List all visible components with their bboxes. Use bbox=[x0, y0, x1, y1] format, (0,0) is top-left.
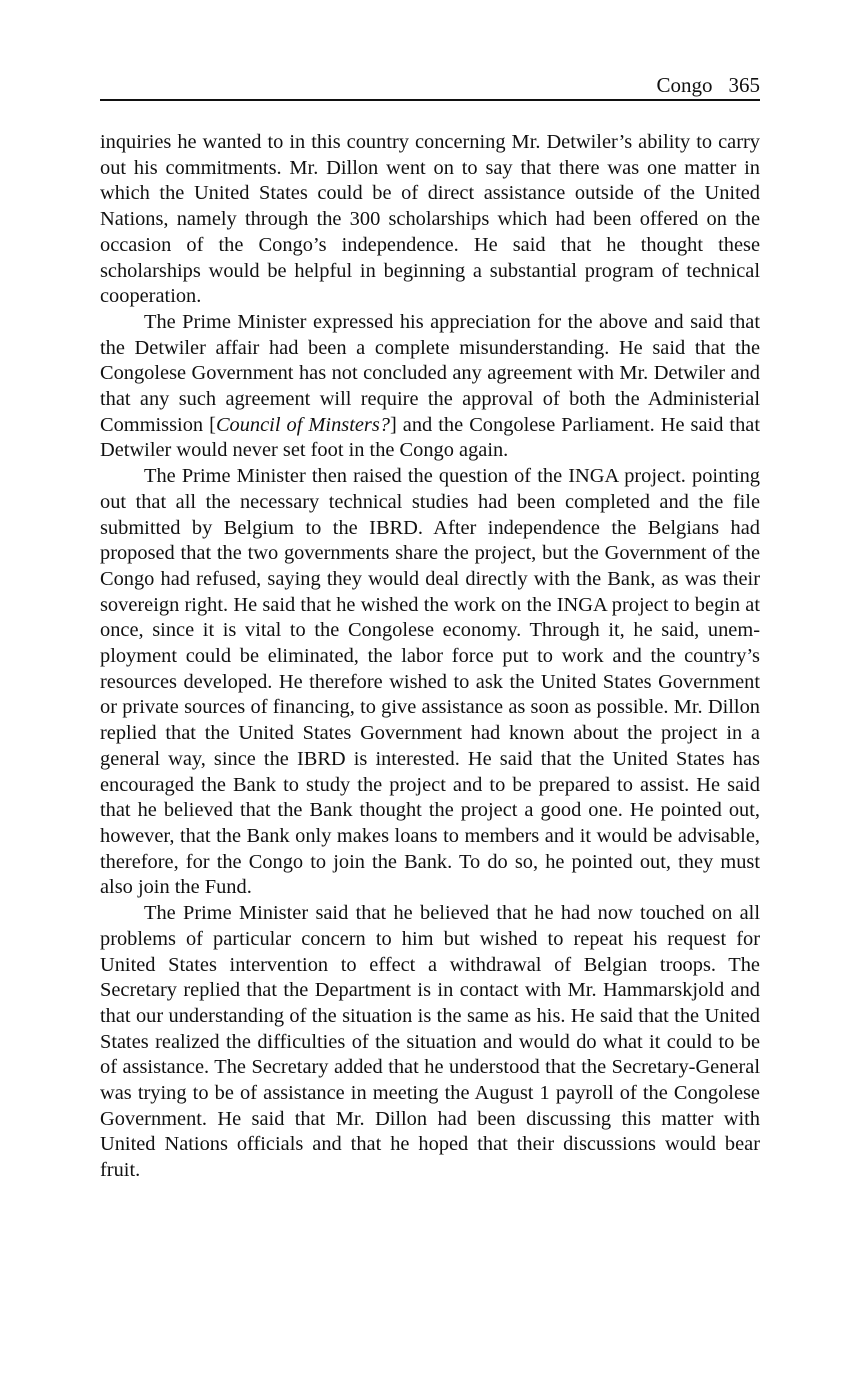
paragraph-continuation: inquiries he wanted to in this country concerning Mr. Detwiler’s ability to carry out his commitments. Mr. Dillon went on to say that there was one matter in which the United States could be of direct assistance outside of the United Nations, namely through the 300 scholarships which had been offered on the occasion of the Congo’s independence. He said that he thought these scholarships would be helpful in beginning a substantial program of technical cooperation. bbox=[100, 131, 760, 308]
page-number: 365 bbox=[728, 73, 760, 97]
paragraph-belgian-troops: The Prime Minister said that he believed that he had now touched on all problems of particular concern to him but wished to repeat his request for United States intervention to effect a withdrawal of Belgian troops. The Secretary replied that the Department is in contact with Mr. Hammarskjold and that our understanding of the situation is the same as his. He said that the United States realized the difficulties of the situation and would do what it could to be of assistance. The Secretary added that he understood that the Secretary-General was trying to be of assistance in meeting the August 1 payroll of the Congolese Government. He said that Mr. Dillon had been discussing this matter with United Nations officials and that he hoped that their discussions would bear fruit. bbox=[100, 902, 760, 1182]
running-header bbox=[100, 72, 760, 101]
document-page bbox=[100, 72, 760, 1184]
body-text bbox=[100, 130, 760, 1184]
paragraph-text: The Prime Minister expressed his appreciation for the above and said that the Detwiler affair had been a complete misunderstanding. He said that the Congolese Government has not concluded any agreement with Mr. Detwiler and that any such agreement will require the approval of both the Administerial Commission [ bbox=[100, 310, 760, 436]
section-title: Congo bbox=[656, 73, 713, 97]
paragraph-detwiler-affair bbox=[100, 310, 760, 464]
paragraph-text: ] and the Congolese Parliament. He said that Detwiler would never set foot in the Congo again. bbox=[100, 413, 761, 462]
editorial-insertion: Council of Minsters? bbox=[215, 413, 390, 436]
paragraph-inga-project: The Prime Minister then raised the question of the INGA project. pointing out that all the necessary technical studies had been completed and the file submitted by Belgium to the IBRD. After independence the Belgians had proposed that the two governments share the project, but the Government of the Congo had refused, saying they would deal directly with the Bank, as was their sovereign right. He said that he wished the work on the INGA project to begin at once, since it is vital to the Congolese economy. Through it, he said, unemployment could be eliminated, the labor force put to work and the country’s resources developed. He therefore wished to ask the United States Government or private sources of financing, to give assistance as soon as possible. Mr. Dillon replied that the United States Government had known about the project in a general way, since the IBRD is interested. He said that the United States has encouraged the Bank to study the project and to be prepared to assist. He said that he believed that the Bank thought the project a good one. He pointed out, however, that the Bank only makes loans to members and it would be advisable, therefore, for the Congo to join the Bank. To do so, he pointed out, they must also join the Fund. bbox=[100, 465, 760, 899]
